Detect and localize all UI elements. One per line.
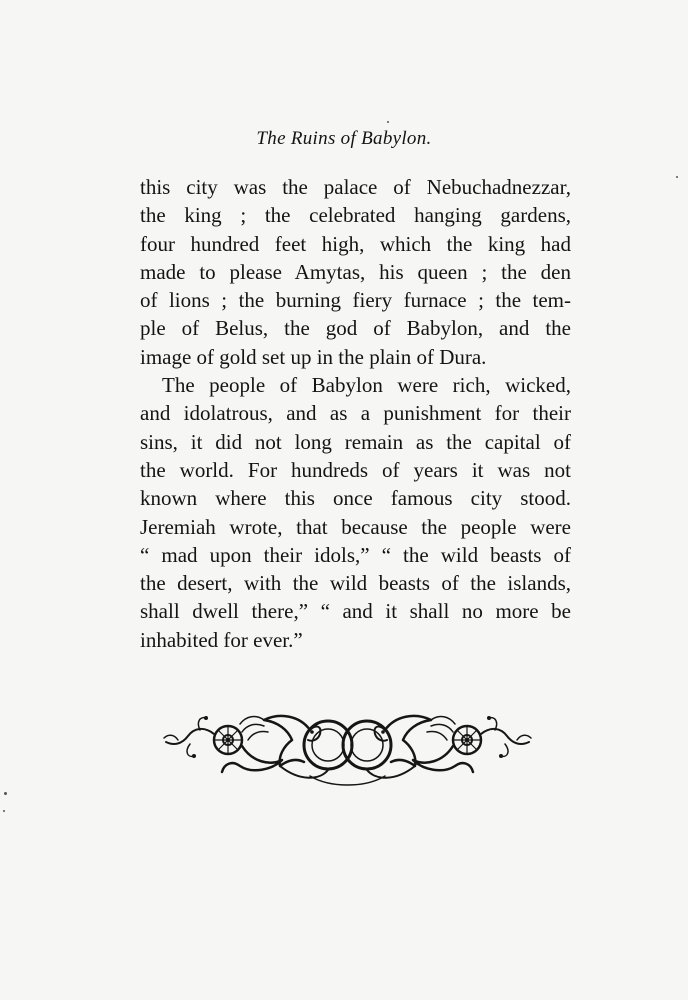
text-line: ple of Belus, the god of Babylon, and the <box>140 316 571 341</box>
text-line: The people of Babylon were rich, wicked, <box>162 373 571 398</box>
text-line: the desert, with the wild beasts of the islands, <box>140 571 571 596</box>
text-line: four hundred feet high, which the king had <box>140 231 571 256</box>
text-line: image of gold set up in the plain of Dura. <box>140 344 487 369</box>
text-line: “ mad upon their idols,” “ the wild beasts of <box>140 542 571 567</box>
running-head: The Ruins of Babylon. <box>256 128 432 149</box>
text-line: made to please Amytas, his queen ; the den <box>140 259 571 284</box>
text-line: of lions ; the burning fiery furnace ; the tem- <box>140 288 571 313</box>
text-line: the world. For hundreds of years it was not <box>140 457 571 482</box>
text-line: known where this once famous city stood. <box>140 486 571 511</box>
text-line: this city was the palace of Nebuchadnezzar, <box>140 175 571 199</box>
body-text <box>140 173 571 654</box>
text-line: Jeremiah wrote, that because the people were <box>140 514 571 539</box>
text-line: the king ; the celebrated hanging gardens, <box>140 203 571 228</box>
griffin-scroll-ornament-icon <box>160 700 535 790</box>
text-line: shall dwell there,” “ and it shall no more be <box>140 599 571 624</box>
text-line: inhabited for ever.” <box>140 627 303 652</box>
text-line: and idolatrous, and as a punishment for their <box>140 401 571 426</box>
text-line: sins, it did not long remain as the capital of <box>140 429 571 454</box>
